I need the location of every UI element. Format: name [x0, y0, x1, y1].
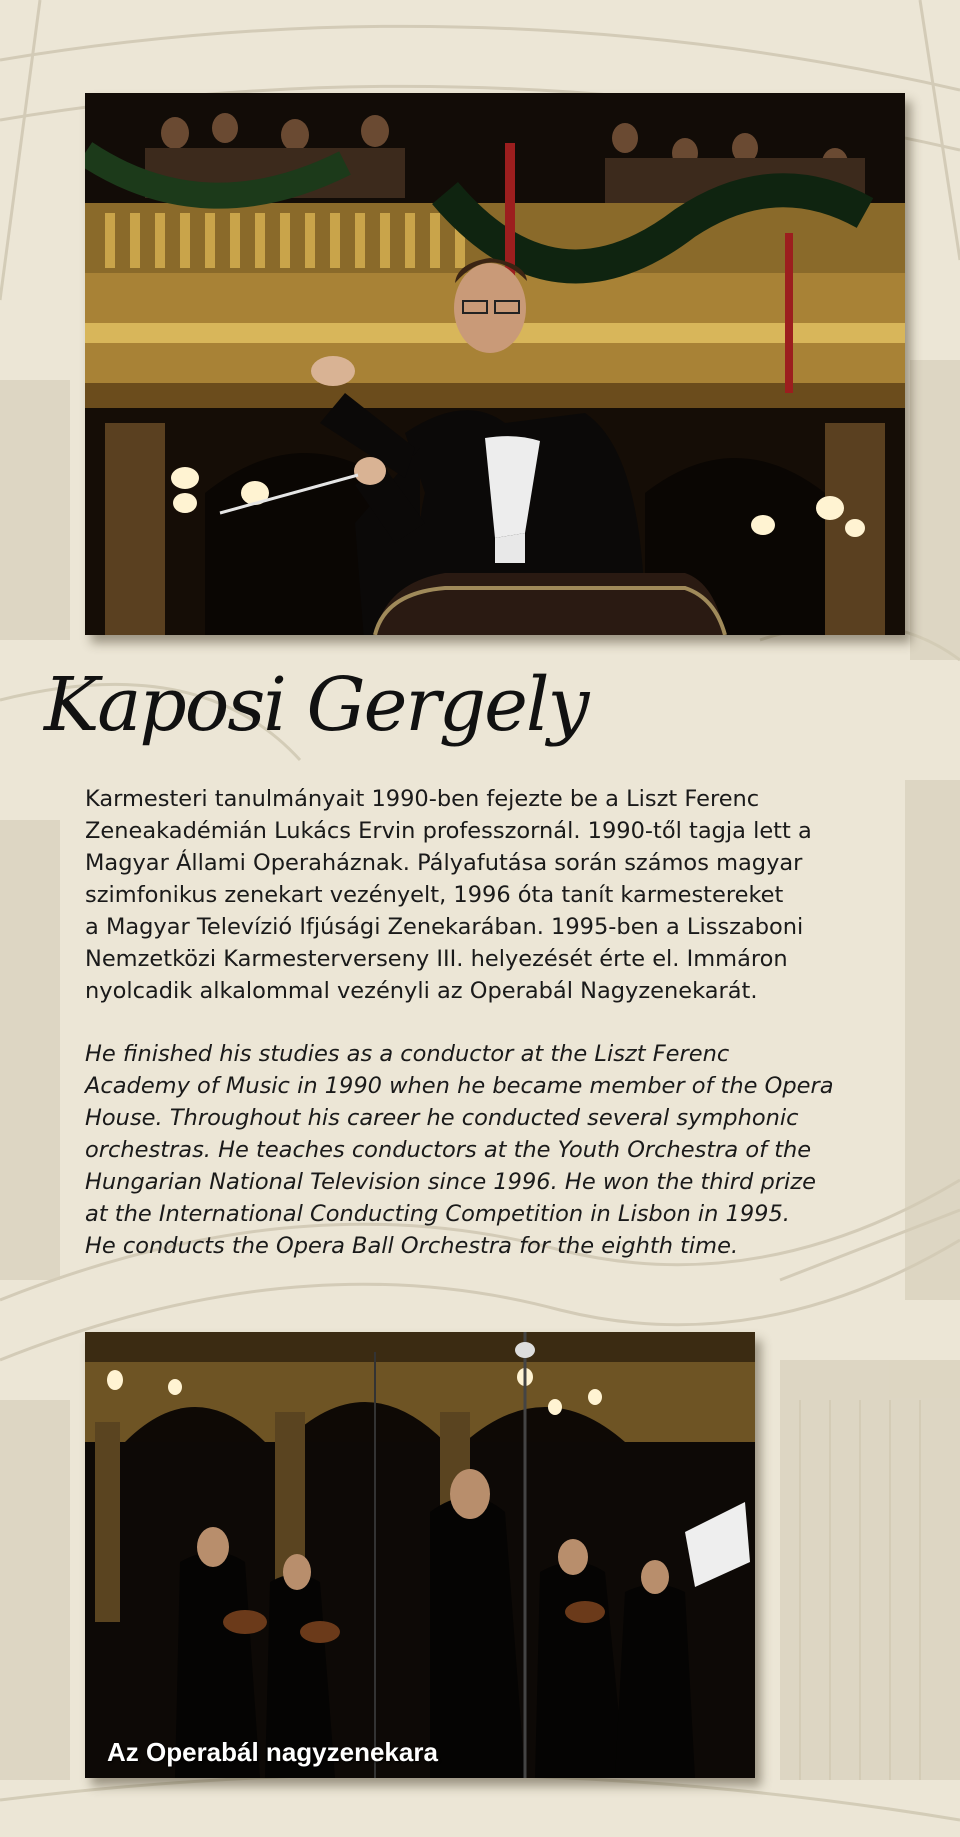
- english-biography: He finished his studies as a conductor at the Liszt Ferenc Academy of Music in 1990 when he became member of the Opera House. Throughout his career he conducted several symphonic orchestras. He teaches conductors at the Youth Orchestra of the Hungarian National Television since 1996. He won the third prize at the International Conducting Competition in Lisbon in 1995. He conducts the Opera Ball Orchestra for the eighth time.: [85, 1041, 834, 1259]
- hungarian-biography: Karmesteri tanulmányait 1990-ben fejezte be a Liszt Ferenc Zeneakadémián Lukács Ervin professzornál. 1990-től tagja lett a Magyar Állami Operaháznak. Pályafutása során számos magyar szimfonikus zenekart vezényelt, 1996 óta tanít karmestereket a Magyar Televízió Ifjúsági Zenekarában. 1995-ben a Lisszaboni Nemzetközi Karmesterverseny III. helyezését érte el. Immáron nyolcadik alkalommal vezényli az Operabál Nagyzenekarát.: [85, 786, 812, 1004]
- page-title: Kaposi Gergely: [44, 662, 588, 748]
- conductor-photo: [85, 93, 905, 635]
- orchestra-photo-caption: Az Operabál nagyzenekara: [107, 1737, 438, 1767]
- orchestra-photo: [85, 1332, 755, 1778]
